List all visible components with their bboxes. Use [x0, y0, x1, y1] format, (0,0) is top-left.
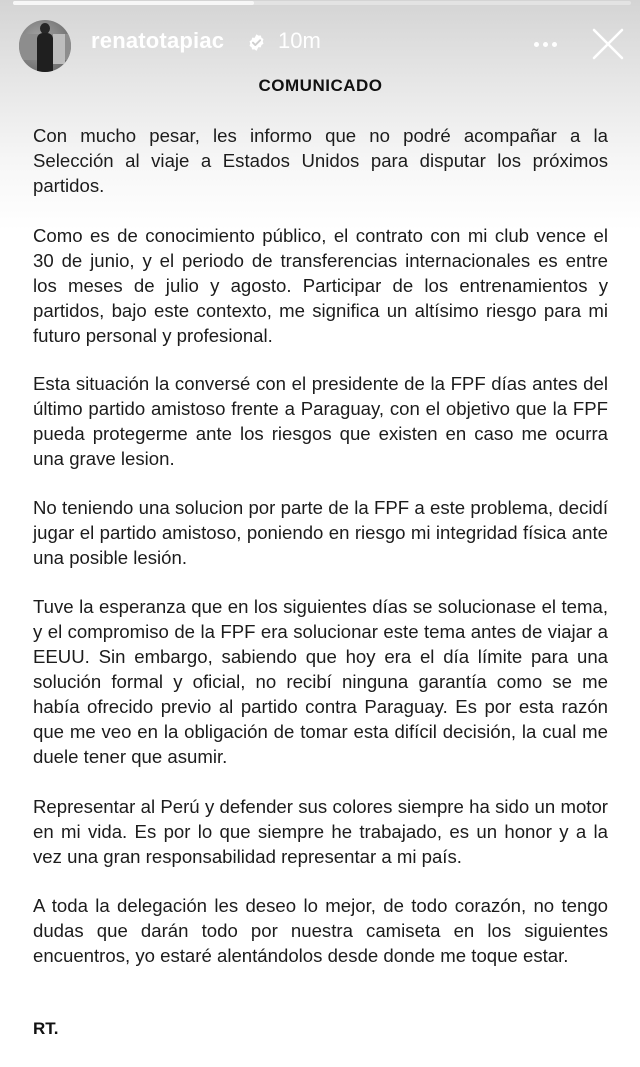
paragraph-1: Con mucho pesar, les informo que no podré acompañar a la Selección al viaje a Estados Unidos para disputar los próximos partidos.	[33, 125, 608, 196]
document-title: COMUNICADO	[258, 76, 383, 95]
story-progress-fill	[13, 1, 254, 5]
more-horizontal-icon	[534, 42, 539, 47]
story-timestamp: 10m	[278, 28, 321, 53]
paragraph-5: Tuve la esperanza que en los siguientes días se solucionase el tema, y el compromiso de la FPF era solucionar este tema antes de viajar a EEUU. Sin embargo, sabiendo que hoy era el día límite para una solución formal y oficial, no recibí ninguna garantía como se me había ofrecido previo al partido contra Paraguay. Es por esta razón que me veo en la obligación de tomar esta difícil decisión, la cual me duele tener que asumir.	[33, 596, 608, 767]
paragraph-7: A toda la delegación les deseo lo mejor, de todo corazón, no tengo dudas que darán todo por nuestra camiseta en los siguientes encuentros, yo estaré alentándolos desde donde me toque estar.	[33, 895, 608, 966]
story-header	[0, 18, 640, 72]
paragraph-3: Esta situación la conversé con el presidente de la FPF días antes del último partido amistoso frente a Paraguay, con el objetivo que la FPF pueda protegerme ante los riesgos que existen en caso me ocurra una grave lesion.	[33, 373, 608, 469]
story-progress-bar	[13, 1, 631, 5]
paragraph-4: No teniendo una solucion por parte de la FPF a este problema, decidí jugar el partido amistoso, poniendo en riesgo mi integridad física ante una posible lesión.	[33, 497, 608, 568]
paragraph-2: Como es de conocimiento público, el contrato con mi club vence el 30 de junio, y el periodo de transferencias internacionales es entre los meses de julio y agosto. Participar de los entrenamientos y partidos, bajo este contexto, me significa un altísimo riesgo para mi futuro personal y profesional.	[33, 225, 608, 346]
statement-document	[33, 73, 608, 1038]
avatar[interactable]	[19, 20, 71, 72]
paragraph-6: Representar al Perú y defender sus colores siempre ha sido un motor en mi vida. Es por lo que siempre he trabajado, es un honor y a la vez una gran responsabilidad representar a mi país.	[33, 796, 608, 867]
verified-badge-icon	[247, 33, 266, 52]
signature: RT.	[33, 1019, 59, 1038]
username-link[interactable]: renatotapiac	[91, 28, 225, 53]
close-icon[interactable]	[590, 26, 626, 62]
more-options-button[interactable]	[530, 32, 560, 56]
